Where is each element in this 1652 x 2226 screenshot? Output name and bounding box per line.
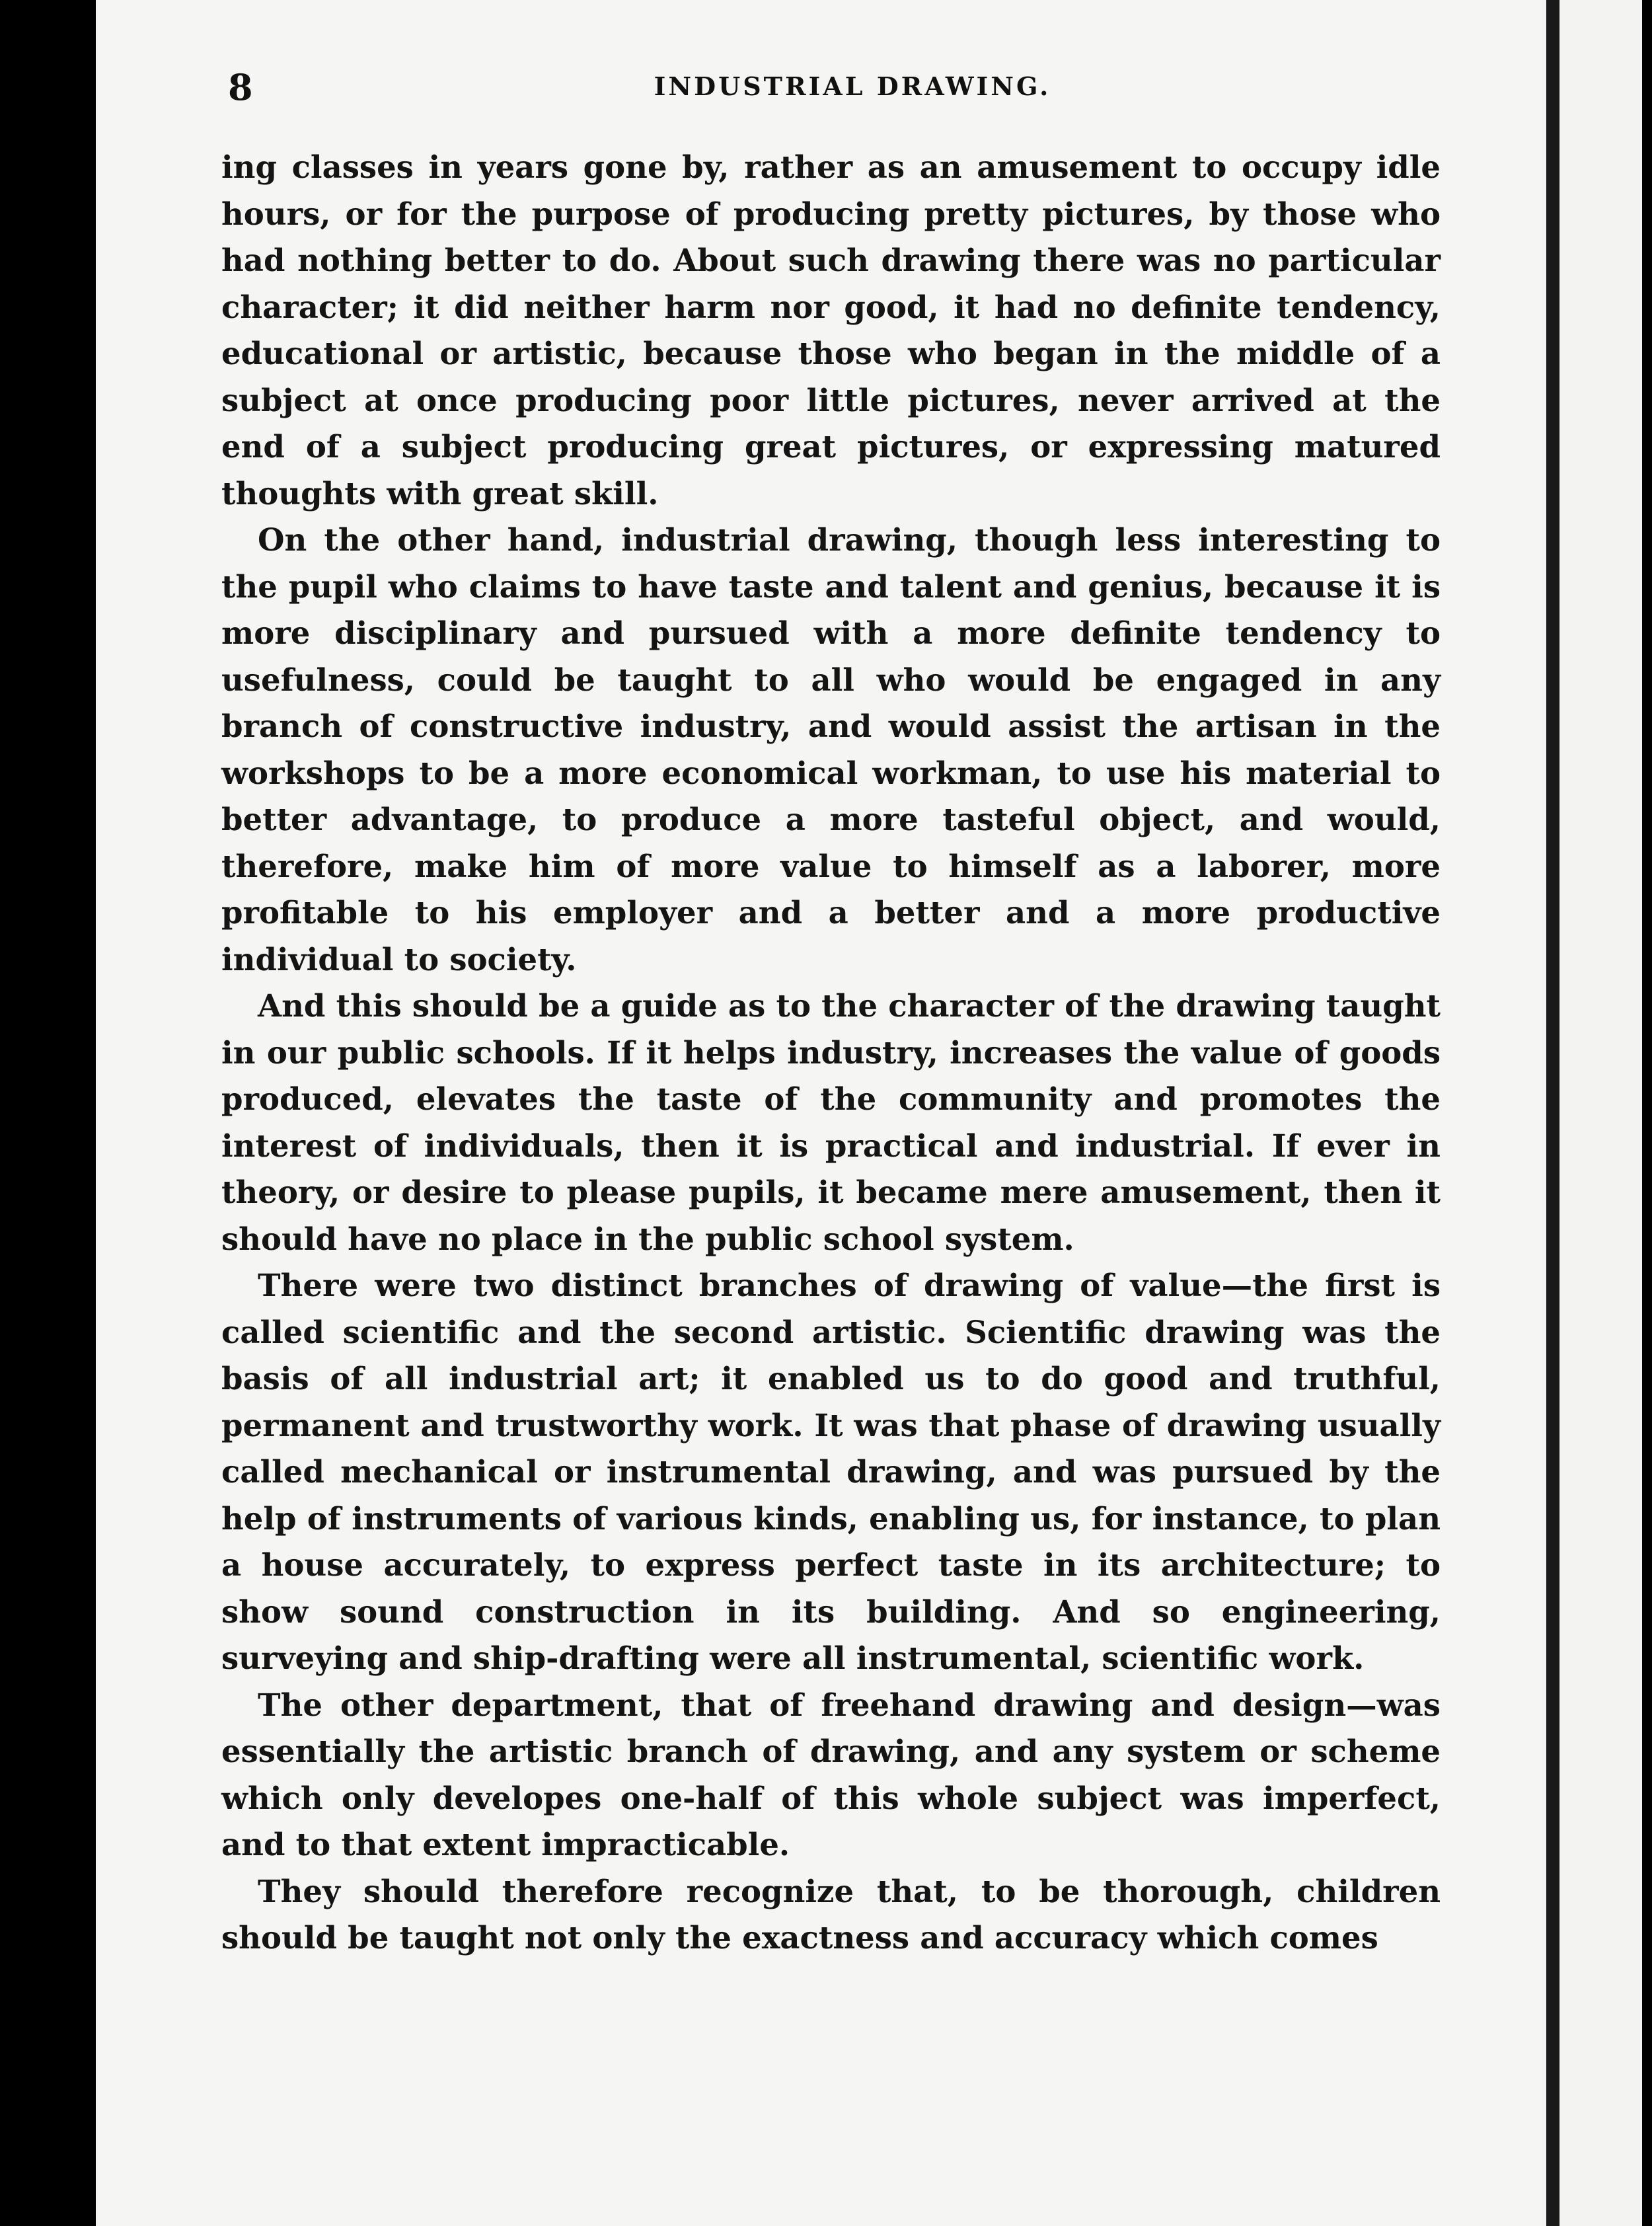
paragraph-2: On the other hand, industrial drawing, though less interesting to the pupil who claims to have taste and talent and genius, because it is more disciplinary and pursued with a more definite tendency to usefulness, could be taught to all who would be engaged in any branch of constructive industry, and would assist the artisan in the workshops to be a more economical workman, to use his material to better advantage, to produce a more tasteful object, and would, therefore, make him of more value to himself as a laborer, more profitable to his employer and a better and a more productive individual to society. xyxy=(221,521,1441,978)
page-body-text xyxy=(221,144,1441,1962)
paragraph-1: ing classes in years gone by, rather as an amusement to occupy idle hours, or for the purpose of producing pretty pictures, by those who had nothing better to do. About such drawing there was no particular character; it did neither harm nor good, it had no definite tendency, educational or artistic, because those who began in the middle of a subject at once producing poor little pictures, never arrived at the end of a subject producing great pictures, or expressing matured thoughts with great skill. xyxy=(221,149,1441,512)
paragraph-3: And this should be a guide as to the character of the drawing taught in our public schools. If it helps industry, increases the value of goods produced, elevates the taste of the community and promotes the interest of individuals, then it is practical and industrial. If ever in theory, or desire to please pupils, it became mere amusement, then it should have no place in the public school system. xyxy=(221,987,1441,1257)
book-page xyxy=(96,0,1543,2226)
paragraph-4: There were two distinct branches of drawing of value—the first is called scientific and the second artistic. Scientific drawing was the basis of all industrial art; it enabled us to do good and truthful, permanent and trustworthy work. It was that phase of drawing usually called mechanical or instrumental drawing, and was pursued by the help of instruments of various kinds, enabling us, for instance, to plan a house accurately, to express perfect taste in its architecture; to show sound construction in its building. And so engineering, surveying and ship-drafting were all instrumental, scientific work. xyxy=(221,1267,1441,1676)
paragraph-6: They should therefore recognize that, to be thorough, children should be taught not only the exactness and accuracy which comes xyxy=(221,1872,1441,1956)
page-number: 8 xyxy=(228,66,253,108)
page-gutter-line xyxy=(1546,0,1559,2226)
paragraph-5: The other department, that of freehand drawing and design—was essentially the artistic branch of drawing, and any system or scheme which only developes one-half of this whole subject was imperfect, and to that extent impracticable. xyxy=(221,1686,1441,1862)
running-title: INDUSTRIAL DRAWING. xyxy=(654,71,1051,101)
page-header xyxy=(228,66,1437,119)
